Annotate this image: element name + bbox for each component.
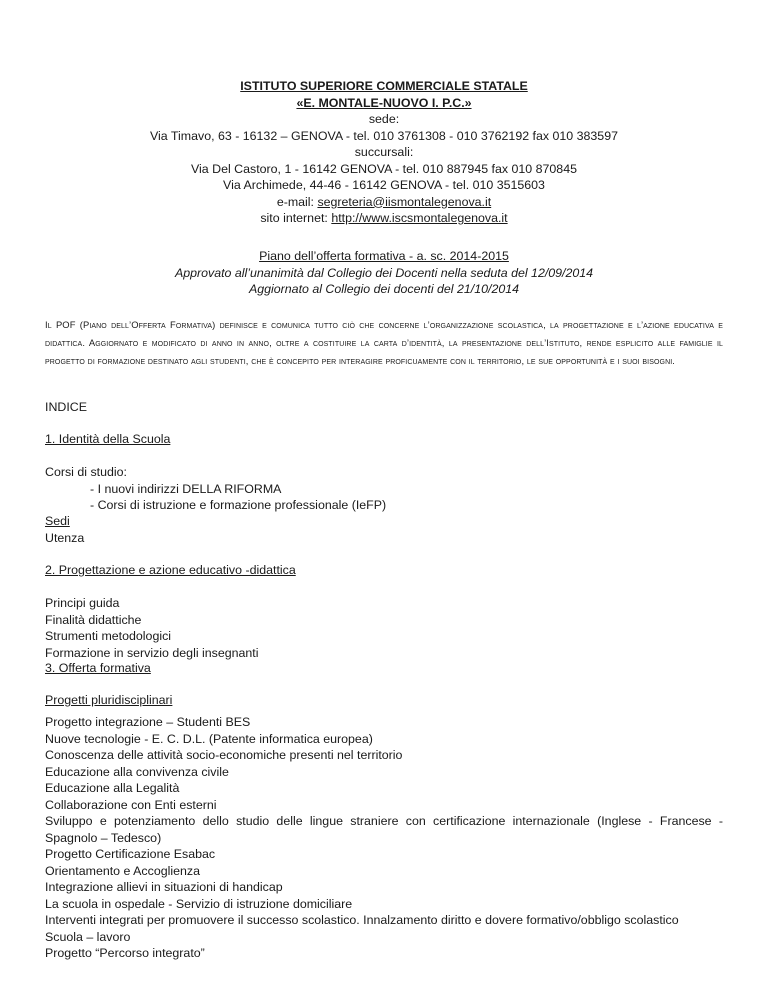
list-item: Principi guida xyxy=(45,596,120,610)
list-item: Integrazione allievi in situazioni di handicap xyxy=(45,880,283,894)
list-item: Conoscenza delle attività socio-economiche presenti nel territorio xyxy=(45,748,403,762)
index-title: INDICE xyxy=(45,400,87,414)
pof-approved: Approvato all’unanimità dal Collegio dei Docenti nella seduta del 12/09/2014 xyxy=(174,265,594,280)
sede-label: sede: xyxy=(368,112,400,126)
sede-address: Via Timavo, 63 - 16132 – GENOVA - tel. 010 3761308 - 010 3762192 fax 010 383597 xyxy=(150,128,618,143)
section-1-body xyxy=(45,464,723,514)
list-item: La scuola in ospedale - Servizio di istruzione domiciliare xyxy=(45,896,353,911)
succursale-address-2: Via Archimede, 44-46 - 16142 GENOVA - tel. 010 3515603 xyxy=(223,178,545,192)
section-3-heading: 3. Offerta formativa xyxy=(45,661,151,675)
list-item: Progetto integrazione – Studenti BES xyxy=(45,715,251,729)
section-3-subheading: Progetti pluridisciplinari xyxy=(45,693,173,707)
list-item: Nuove tecnologie - E. C. D.L. (Patente informatica europea) xyxy=(45,731,373,746)
email-line xyxy=(0,194,768,211)
email-label: e-mail: xyxy=(276,194,318,209)
list-item: Strumenti metodologici xyxy=(45,629,172,643)
succursale-address-1: Via Del Castoro, 1 - 16142 GENOVA - tel. 010 887945 fax 010 870845 xyxy=(191,161,577,176)
section-3-list xyxy=(45,714,723,962)
list-item: Scuola – lavoro xyxy=(45,929,131,944)
succursali-label: succursali: xyxy=(354,145,414,159)
school-name: «E. MONTALE-NUOVO I. P.C.» xyxy=(296,95,472,110)
list-item: Educazione alla Legalità xyxy=(45,781,180,795)
utenza-label: Utenza xyxy=(45,530,85,545)
list-item: Formazione in servizio degli insegnanti xyxy=(45,645,259,660)
pof-title: Piano dell’offerta formativa - a. sc. 2014-2015 xyxy=(259,249,509,263)
site-link[interactable]: http://www.iscsmontalegenova.it xyxy=(331,211,508,225)
section-1-extra xyxy=(45,513,723,546)
pof-heading xyxy=(0,248,768,298)
email-link[interactable]: segreteria@iismontalegenova.it xyxy=(317,194,492,209)
list-item: Collaborazione con Enti esterni xyxy=(45,797,217,812)
school-title: ISTITUTO SUPERIORE COMMERCIALE STATALE xyxy=(240,79,528,93)
list-item: Interventi integrati per promuovere il successo scolastico. Innalzamento diritto e dovere formativo/obbligo scolastico xyxy=(45,913,679,927)
list-item: Sviluppo e potenziamento dello studio delle lingue straniere con certificazione internazionale (Inglese - Francese - Spagnolo – Tedesco) xyxy=(45,814,723,845)
list-item: Educazione alla convivenza civile xyxy=(45,764,229,779)
list-item: Progetto “Percorso integrato” xyxy=(45,946,205,960)
section-1-heading: 1. Identità della Scuola xyxy=(45,432,171,446)
sedi-label: Sedi xyxy=(45,514,70,528)
pof-updated: Aggiornato al Collegio dei docenti del 21/10/2014 xyxy=(248,282,520,296)
list-item: Finalità didattiche xyxy=(45,612,142,627)
corsi-item: - I nuovi indirizzi DELLA RIFORMA xyxy=(90,481,282,496)
site-line xyxy=(0,210,768,227)
section-2-list xyxy=(45,595,723,661)
pof-intro: Il POF (Piano dell’Offerta Formativa) definisce e comunica tutto ciò che concerne l’organizzazione scolastica, la progettazione e l’azione educativa e didattica. Aggiornato e modificato di anno in anno, oltre a costituire la carta d’identità, la presentazione dell’Istituto, rende esplicito alle famiglie il progetto di formazione destinato agli studenti, che è concepito per interagire proficuamente con il territorio, le sue opportunità e i suoi bisogni. xyxy=(45,319,723,367)
section-2-heading: 2. Progettazione e azione educativo -didattica xyxy=(45,563,296,577)
list-item: Progetto Certificazione Esabac xyxy=(45,847,216,861)
school-header xyxy=(0,78,768,227)
list-item: Orientamento e Accoglienza xyxy=(45,863,200,878)
corsi-label: Corsi di studio: xyxy=(45,465,127,479)
corsi-item: - Corsi di istruzione e formazione professionale (IeFP) xyxy=(90,498,387,512)
site-label: sito internet: xyxy=(260,211,332,225)
